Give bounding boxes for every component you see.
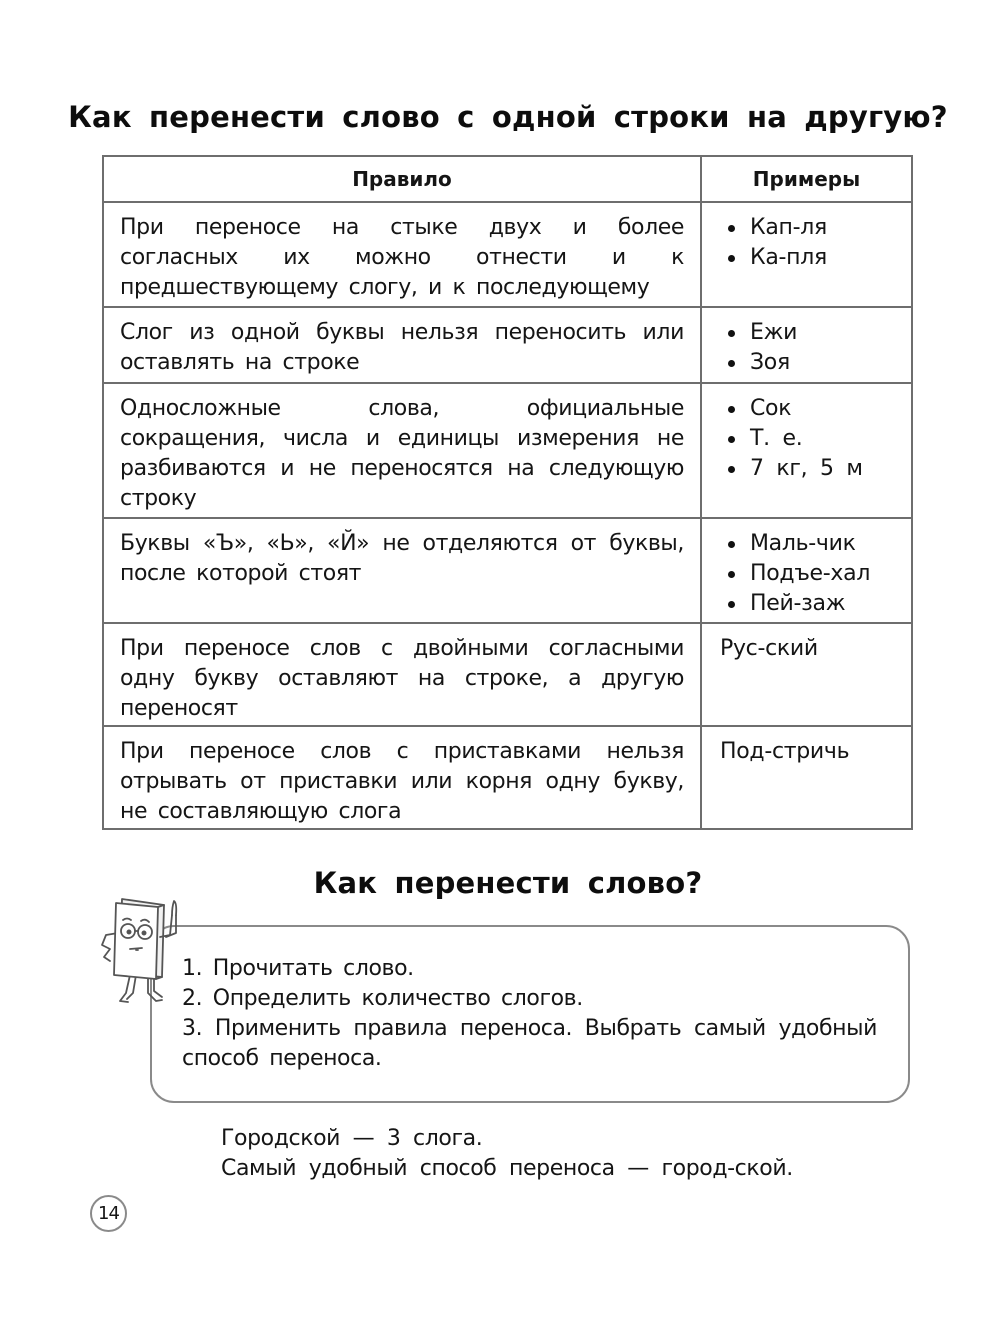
examples-cell [701,726,912,829]
rule-cell: Односложные слова, официальные сокращения, числа и единицы измерения не разбиваются и не переносятся на следующую строку [103,383,701,518]
examples-cell [701,518,912,623]
example-item: Ежи [718,318,901,348]
rule-cell: При переносе на стыке двух и более согласных их можно отнести и к предшествующему слогу, и к последующему [103,202,701,307]
examples-list [718,318,901,378]
examples-list [718,394,901,484]
examples-cell [701,307,912,383]
worked-example [221,1124,793,1184]
step-item: 1. Прочитать слово. [182,956,414,981]
example-line: Городской — 3 слога. [221,1126,483,1151]
hyphenation-rules-table [102,155,913,830]
example-item: Ка-пля [718,243,901,273]
table-row [103,383,912,518]
rule-cell: Буквы «Ъ», «Ь», «Й» не отделяются от буквы, после которой стоят [103,518,701,623]
step-item: 3. Применить правила переноса. Выбрать самый удобный способ переноса. [182,1016,877,1071]
column-header-rule: Правило [103,156,701,202]
table-header-row [103,156,912,202]
example-item: Сок [718,394,901,424]
example-item: Т. е. [718,424,901,454]
example-item: Под-стричь [720,739,850,764]
examples-list [718,213,901,273]
page-number: 14 [90,1195,127,1232]
example-item: Пей-заж [718,589,901,619]
page-title: Как перенести слово с одной строки на другую? [68,100,948,134]
step-item: 2. Определить количество слогов. [182,986,583,1011]
table-row [103,726,912,829]
steps-list [182,954,877,1074]
example-item: Маль-чик [718,529,901,559]
rule-cell: Слог из одной буквы нельзя переносить или оставлять на строке [103,307,701,383]
table-row [103,202,912,307]
examples-list [718,529,901,619]
example-item: Подъе-хал [718,559,901,589]
column-header-examples: Примеры [701,156,912,202]
example-item: Кап-ля [718,213,901,243]
table-row [103,518,912,623]
example-item: Рус-ский [720,636,818,661]
example-item: Зоя [718,348,901,378]
example-item: 7 кг, 5 м [718,454,901,484]
rule-cell: При переносе слов с двойными согласными одну букву оставляют на строке, а другую переносят [103,623,701,726]
table-row [103,623,912,726]
rule-cell: При переносе слов с приставками нельзя отрывать от приставки или корня одну букву, не составляющую слога [103,726,701,829]
section-title: Как перенести слово? [313,866,703,900]
examples-cell [701,202,912,307]
book-character-icon [96,893,188,1011]
table-row [103,307,912,383]
examples-cell [701,383,912,518]
examples-cell [701,623,912,726]
example-line: Самый удобный способ переноса — город-ской. [221,1156,793,1181]
